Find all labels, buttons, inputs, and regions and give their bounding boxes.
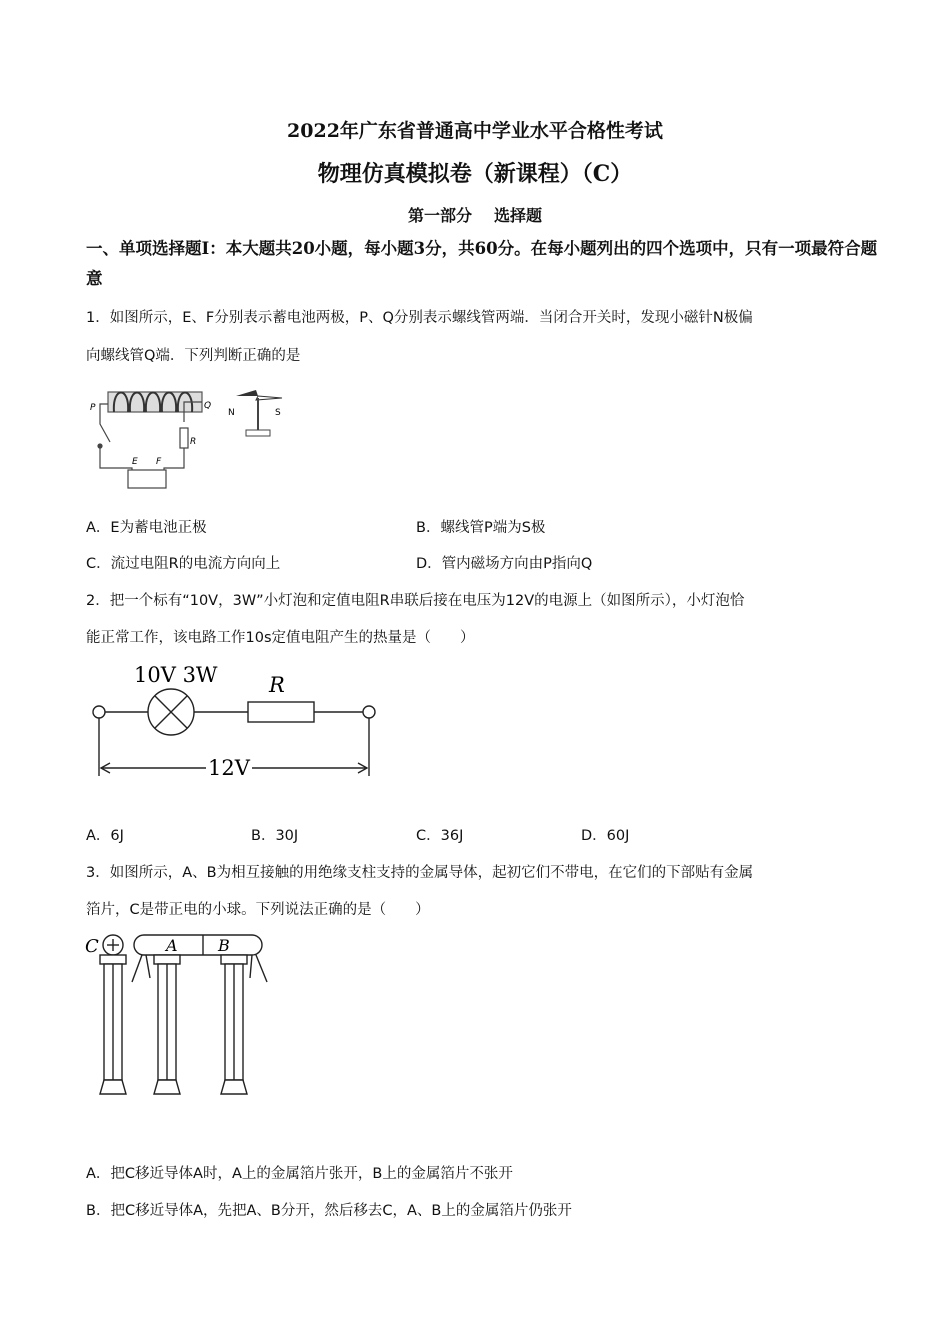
q1-label-n: N: [228, 408, 235, 418]
q2-resistor-label: R: [269, 673, 285, 697]
q1-stem-line-1: 1．如图所示，E、F分别表示蓄电池两极，P、Q分别表示螺线管两端．当闭合开关时，发现小磁针N极偏: [86, 310, 753, 326]
q1-option-d[interactable]: D．管内磁场方向由P指向Q: [416, 556, 593, 572]
q2-option-c[interactable]: C．36J: [416, 828, 464, 844]
q2-voltage-label: 12V: [208, 756, 250, 780]
q1-figure-solenoid-circuit: [86, 382, 306, 496]
q1-option-c[interactable]: C．流过电阻R的电流方向向上: [86, 556, 281, 572]
q2-lamp-label: 10V 3W: [134, 663, 218, 687]
q3-stem-line-2: 箔片，C是带正电的小球。下列说法正确的是（ ）: [86, 902, 430, 918]
q1-label-f: F: [156, 457, 162, 467]
q3-label-b: B: [218, 936, 230, 955]
q1-label-p: P: [90, 403, 96, 413]
q3-option-a[interactable]: A．把C移近导体A时，A上的金属箔片张开，B上的金属箔片不张开: [86, 1166, 513, 1182]
section-heading: 一、单项选择题Ⅰ：本大题共20小题，每小题3分，共60分。在每小题列出的四个选项中，只有一项最符合题意: [86, 239, 878, 288]
q3-label-c: C: [85, 936, 99, 957]
part-type: 选择题: [494, 206, 543, 225]
q2-stem-line-1: 2．把一个标有“10V，3W”小灯泡和定值电阻R串联后接在电压为12V的电源上（如图所示），小灯泡恰: [86, 593, 745, 609]
part-label: 第一部分: [407, 206, 472, 225]
q3-stem-line-1: 3．如图所示，A、B为相互接触的用绝缘支柱支持的金属导体，起初它们不带电，在它们的下部贴有金属: [86, 865, 754, 881]
q2-option-a[interactable]: A．6J: [86, 828, 124, 844]
q2-option-b[interactable]: B．30J: [251, 828, 299, 844]
part-heading: [0, 203, 950, 226]
q1-label-s: S: [275, 408, 281, 418]
q1-label-e: E: [132, 457, 138, 467]
q2-stem-line-2: 能正常工作，该电路工作10s定值电阻产生的热量是（ ）: [86, 630, 475, 646]
q3-figure-conductors: [84, 930, 274, 1100]
q3-label-a: A: [166, 936, 178, 955]
q2-option-d[interactable]: D．60J: [581, 828, 630, 844]
q1-label-q: Q: [204, 401, 212, 411]
title-line-1: 2022年广东省普通高中学业水平合格性考试: [287, 120, 663, 142]
q1-option-a[interactable]: A．E为蓄电池正极: [86, 520, 207, 536]
q1-stem-line-2: 向螺线管Q端．下列判断正确的是: [86, 348, 301, 364]
q2-figure-series-circuit: [86, 660, 386, 784]
q3-option-b[interactable]: B．把C移近导体A，先把A、B分开，然后移去C，A、B上的金属箔片仍张开: [86, 1203, 572, 1219]
title-line-2: 物理仿真模拟卷（新课程）（C）: [317, 161, 633, 187]
q1-option-b[interactable]: B．螺线管P端为S极: [416, 520, 546, 536]
q1-label-r: R: [190, 437, 197, 447]
